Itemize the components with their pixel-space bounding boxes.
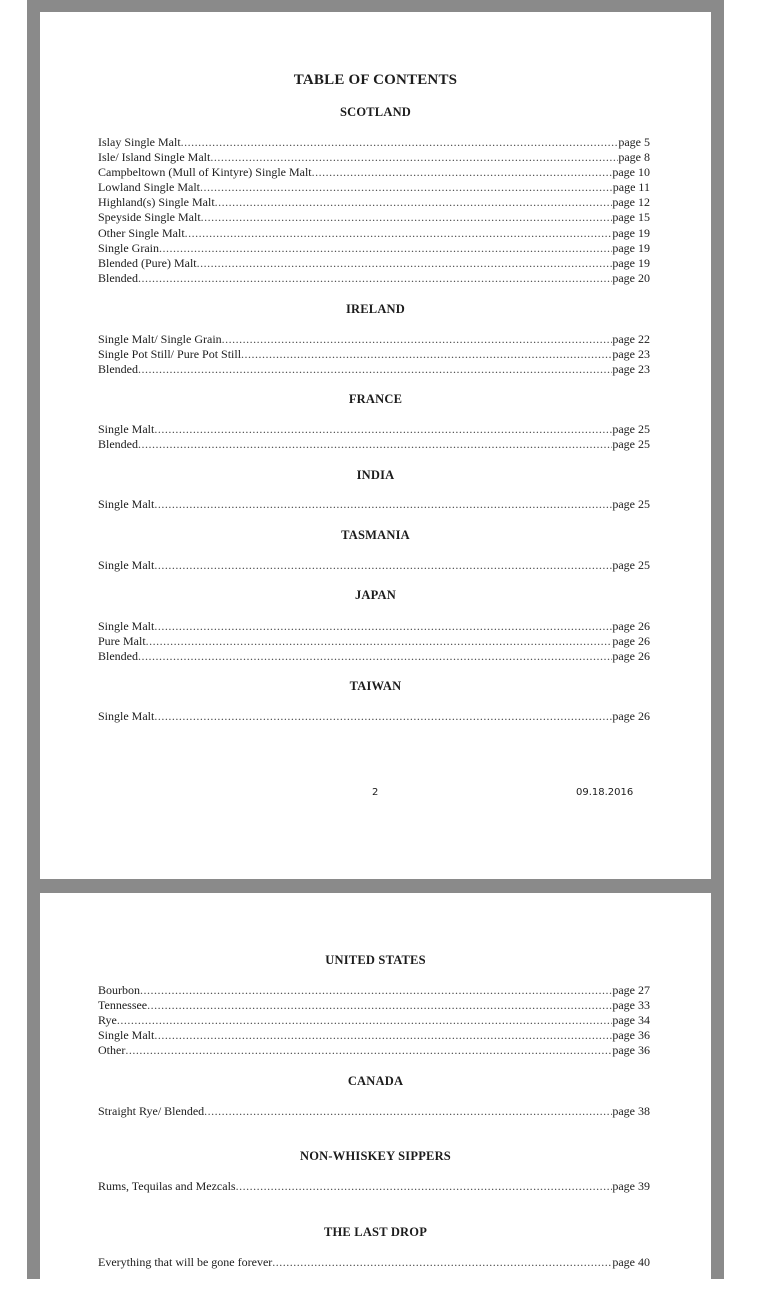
document-title: TABLE OF CONTENTS [293, 72, 458, 88]
toc-entry-page: page 19 [612, 225, 650, 240]
dot-leader [154, 497, 612, 512]
toc-entry [98, 241, 650, 256]
toc-entry-label: Single Pot Still/ Pure Pot Still [98, 347, 242, 362]
toc-entry-label: Single Malt [98, 709, 155, 723]
dot-leader [140, 983, 612, 998]
toc-entry [98, 497, 650, 512]
toc-entry-page: page 15 [612, 210, 650, 225]
entries-scotland [98, 135, 650, 286]
section-heading-india: INDIA [356, 468, 395, 482]
toc-entry-page: page 26 [612, 634, 650, 649]
dot-leader [241, 347, 612, 362]
toc-entry-label: Lowland Single Malt [98, 180, 200, 195]
dot-leader [117, 1013, 612, 1028]
toc-entry [98, 1179, 650, 1194]
entries-taiwan [98, 709, 650, 724]
toc-entry-page: page 19 [612, 240, 650, 255]
dot-leader [201, 210, 613, 225]
footer-page-number: 2 [372, 787, 379, 798]
entries-india [98, 497, 650, 512]
toc-entry [98, 422, 650, 437]
section-heading-taiwan: TAIWAN [349, 679, 402, 693]
toc-entry-page: page 26 [612, 649, 650, 664]
toc-entry-label: Other [98, 1043, 126, 1058]
toc-entry [98, 619, 650, 634]
toc-entry-page: page 25 [612, 558, 650, 572]
toc-entry [98, 1104, 650, 1119]
toc-entry-page: page 26 [612, 619, 650, 633]
toc-entry-page: page 22 [612, 332, 650, 346]
toc-entry [98, 180, 650, 195]
dot-leader [154, 709, 612, 724]
toc-entry [98, 332, 650, 347]
dot-leader [181, 135, 619, 150]
dot-leader [272, 1255, 612, 1270]
toc-entry-page: page 38 [612, 1104, 650, 1118]
toc-entry-label: Blended [98, 437, 138, 452]
dot-leader [138, 649, 612, 664]
toc-entry-page: page 25 [612, 422, 650, 436]
toc-entry [98, 983, 650, 998]
entries-canada [98, 1104, 650, 1119]
dot-leader [147, 998, 612, 1013]
section-heading-scotland: SCOTLAND [339, 105, 412, 119]
toc-entry-label: Single Malt [98, 497, 155, 511]
toc-entry-label: Blended [98, 362, 138, 377]
dot-leader [154, 558, 612, 573]
toc-entry-label: Tennessee [98, 998, 148, 1013]
toc-entry [98, 1028, 650, 1043]
toc-entry [98, 210, 650, 225]
dot-leader [154, 619, 612, 634]
toc-entry-label: Rye [98, 1013, 117, 1028]
toc-entry [98, 135, 650, 150]
toc-entry-label: Rums, Tequilas and Mezcals [98, 1179, 236, 1193]
toc-entry-page: page 27 [612, 983, 650, 997]
dot-leader [312, 165, 613, 180]
toc-entry [98, 1013, 650, 1028]
section-heading-tasmania: TASMANIA [341, 528, 410, 542]
toc-entry-page: page 23 [612, 362, 650, 377]
toc-entry-label: Campbeltown (Mull of Kintyre) Single Malt [98, 165, 312, 180]
toc-entry-page: page 25 [612, 497, 650, 511]
toc-entry [98, 998, 650, 1013]
toc-entry [98, 1043, 650, 1058]
toc-entry-page: page 19 [612, 255, 650, 270]
dot-leader [154, 1028, 612, 1043]
entries-ireland [98, 332, 650, 377]
dot-leader [138, 362, 612, 377]
toc-entry [98, 649, 650, 664]
toc-entry-label: Single Malt/ Single Grain [98, 332, 222, 346]
toc-entry [98, 347, 650, 362]
dot-leader [236, 1179, 613, 1194]
toc-entry-label: Blended [98, 649, 138, 664]
dot-leader [125, 1043, 612, 1058]
dot-leader [159, 241, 612, 256]
section-heading-japan: JAPAN [354, 588, 397, 602]
toc-entry-label: Pure Malt [98, 634, 146, 649]
toc-entry [98, 256, 650, 271]
toc-entry-label: Single Malt [98, 422, 155, 436]
document-page-2 [40, 12, 711, 879]
dot-leader [197, 256, 613, 271]
toc-entry-label: Bourbon [98, 983, 140, 997]
toc-entry-label: Islay Single Malt [98, 135, 181, 149]
toc-entry-page: page 5 [618, 135, 650, 149]
entries-japan [98, 619, 650, 664]
toc-entry [98, 558, 650, 573]
dot-leader [138, 271, 612, 286]
toc-entry [98, 271, 650, 286]
toc-entry-page: page 36 [612, 1028, 650, 1043]
toc-entry [98, 195, 650, 210]
dot-leader [154, 422, 612, 437]
dot-leader [222, 332, 613, 347]
toc-entry-page: page 39 [612, 1179, 650, 1193]
toc-entry-label: Everything that will be gone forever [98, 1255, 273, 1269]
toc-entry-page: page 25 [612, 437, 650, 452]
toc-entry [98, 362, 650, 377]
toc-entry-label: Single Malt [98, 1028, 155, 1043]
entries-united-states [98, 983, 650, 1058]
toc-entry-label: Speyside Single Malt [98, 210, 201, 225]
toc-entry-label: Highland(s) Single Malt [98, 195, 215, 210]
toc-entry-label: Single Malt [98, 619, 155, 633]
toc-entry-page: page 36 [612, 1043, 650, 1058]
toc-entry [98, 165, 650, 180]
toc-entry [98, 709, 650, 724]
toc-entry-page: page 40 [612, 1255, 650, 1269]
dot-leader [185, 226, 613, 241]
section-heading-canada: CANADA [347, 1074, 404, 1088]
section-heading-the-last-drop: THE LAST DROP [323, 1225, 428, 1239]
toc-entry-page: page 12 [612, 195, 650, 210]
toc-entry [98, 1255, 650, 1270]
toc-entry-page: page 11 [612, 180, 650, 195]
toc-entry [98, 634, 650, 649]
toc-entry-label: Blended [98, 270, 138, 285]
toc-entry-page: page 20 [612, 270, 650, 285]
dot-leader [138, 437, 612, 452]
section-heading-ireland: IRELAND [345, 302, 406, 316]
section-heading-non-whiskey-sippers: NON-WHISKEY SIPPERS [300, 1149, 451, 1163]
toc-entry-page: page 26 [612, 709, 650, 723]
toc-entry-label: Straight Rye/ Blended [98, 1104, 205, 1118]
section-heading-united-states: UNITED STATES [325, 953, 426, 967]
toc-entry-page: page 23 [612, 347, 650, 362]
dot-leader [210, 150, 618, 165]
footer-date: 09.18.2016 [576, 787, 634, 798]
toc-entry-page: page 33 [612, 998, 650, 1013]
entries-france [98, 422, 650, 452]
entries-tasmania [98, 558, 650, 573]
toc-entry [98, 437, 650, 452]
toc-entry-label: Single Grain [98, 240, 159, 255]
dot-leader [200, 180, 613, 195]
toc-entry-page: page 8 [618, 150, 650, 165]
toc-entry-label: Isle/ Island Single Malt [98, 150, 211, 165]
toc-entry-page: page 10 [612, 165, 650, 180]
section-heading-france: FRANCE [348, 392, 403, 406]
dot-leader [146, 634, 613, 649]
entries-non-whiskey-sippers [98, 1179, 650, 1194]
document-page-3 [40, 893, 711, 1293]
dot-leader [204, 1104, 612, 1119]
toc-entry [98, 226, 650, 241]
dot-leader [215, 195, 613, 210]
toc-entry-label: Blended (Pure) Malt [98, 255, 197, 270]
toc-entry-label: Single Malt [98, 558, 155, 572]
entries-the-last-drop [98, 1255, 650, 1270]
toc-entry-label: Other Single Malt [98, 225, 185, 240]
toc-entry [98, 150, 650, 165]
toc-entry-page: page 34 [612, 1013, 650, 1028]
